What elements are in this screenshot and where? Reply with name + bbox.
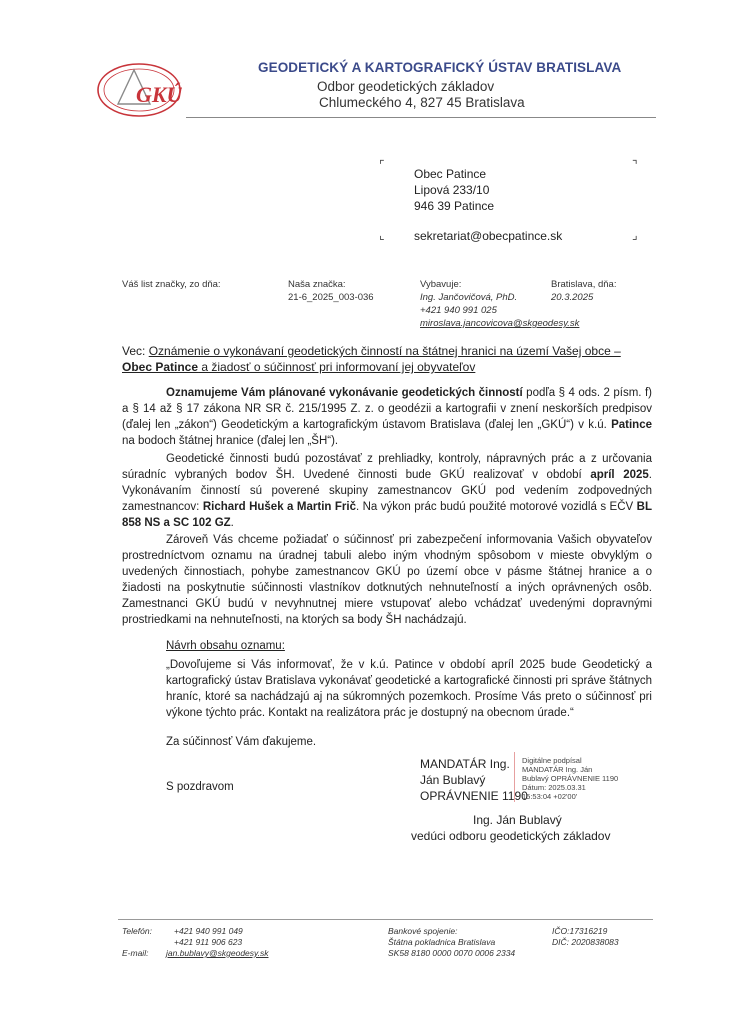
digital-sig-5: 15:53:04 +02'00'	[522, 792, 578, 801]
footer-dic: DIČ: 2020838083	[552, 937, 619, 947]
header-divider	[186, 117, 656, 118]
footer-ico: IČO:17316219	[552, 926, 608, 936]
footer-iban: SK58 8180 0000 0070 0006 2334	[388, 948, 516, 958]
p2-period: apríl 2025	[590, 469, 649, 481]
digital-sig-4: Dátum: 2025.03.31	[522, 783, 586, 792]
p2-text-a: Geodetické činnosti budú pozostávať z prehliadky, kontroly, nápravných prác a z určovania súradníc vybraných bodov ŠH. Uvedené činnosti bude GKÚ realizovať v období	[122, 453, 652, 481]
body-paragraph-2	[122, 451, 652, 531]
logo-text: GKÚ	[136, 82, 182, 107]
recipient-city: 946 39 Patince	[414, 199, 495, 213]
p3-text: Zároveň Vás chceme požiadať o súčinnosť pri zabezpečení informovania Vašich obyvateľov prostredníctvom oznamu na úradnej tabuli alebo iným vhodným spôsobom v mieste obvyklým o uvedených činnostiach, pohybe zamestnancov GKÚ po území obce v pásme štátnej hranice a o žiadosti na poskytnutie súčinnosti vlastníkov dotknutých nehnuteľností a iných oprávnených osôb. Zamestnanci GKÚ budú v nevyhnutnej miere vstupovať alebo vchádzať uvedenými dopravnými prostriedkami na nehnuteľnosti, na ktorých sa body ŠH nachádzajú.	[122, 534, 652, 626]
digital-sig-1: Digitálne podpísal	[522, 756, 582, 765]
footer-phone-2: +421 911 906 623	[174, 937, 243, 947]
handler-label: Vybavuje:	[420, 279, 462, 290]
signature-line-2: Ján Bublavý	[420, 773, 486, 787]
proposal-text	[166, 657, 652, 721]
p2-text-d: .	[230, 517, 234, 529]
digital-sig-3: Bublavý OPRÁVNENIE 1190	[522, 774, 619, 783]
proposal-label: Návrh obsahu oznamu:	[166, 640, 285, 652]
address-corner-br: ⌟	[632, 228, 638, 242]
date-label: Bratislava, dňa:	[551, 279, 617, 290]
digital-sig-2: MANDATÁR Ing. Ján	[522, 765, 593, 774]
org-title: GEODETICKÝ A KARTOGRAFICKÝ ÚSTAV BRATISLAVA	[258, 60, 622, 75]
our-ref-value: 21-6_2025_003-036	[288, 292, 374, 303]
body-paragraph-1	[122, 385, 652, 449]
p1-text: podľa § 4 ods. 2 písm. f) a § 14 až § 17 zákona NR SR č. 215/1995 Z. z. o geodézii a kartografii v znení neskorších predpisov (ďalej len „zákon“) Geodetickým a kartografickým ústavom Bratislava (ďalej len „GKÚ“) v k.ú.	[122, 387, 652, 431]
p1-end: na bodoch štátnej hranice (ďalej len „ŠH“).	[122, 435, 339, 447]
handler-phone: +421 940 991 025	[420, 305, 497, 316]
p1-cadastre: Patince	[611, 419, 652, 431]
p2-vehicles: BL 858 NS a SC 102 GZ	[122, 501, 652, 529]
handler-email[interactable]: miroslava.jancovicova@skgeodesy.sk	[420, 318, 580, 329]
signature-line-1: MANDATÁR Ing.	[420, 757, 510, 771]
your-letter-label: Váš list značky, zo dňa:	[122, 279, 221, 290]
handler-name: Ing. Jančovičová, PhD.	[420, 292, 518, 303]
address-corner-tl: ⌜	[379, 158, 385, 172]
subject-text-2: a žiadosť o súčinnosť pri informovaní jej obyvateľov	[198, 360, 476, 374]
subject-municipality: Obec Patince	[122, 360, 199, 374]
body-paragraph-3	[122, 532, 652, 628]
date-value: 20.3.2025	[551, 292, 594, 303]
address-corner-tr: ⌝	[632, 158, 638, 172]
subject-label: Vec:	[122, 344, 146, 358]
footer-bank-name: Štátna pokladnica Bratislava	[388, 937, 496, 947]
logo-graphic	[96, 60, 182, 120]
p2-text-c: . Na výkon prác budú použité motorové vozidlá s EČV	[355, 501, 637, 513]
thanks-text: Za súčinnosť Vám ďakujeme.	[166, 736, 317, 748]
org-department: Odbor geodetických základov	[317, 79, 495, 94]
our-ref-label: Naša značka:	[288, 279, 346, 290]
footer-phone-label: Telefón:	[122, 926, 152, 936]
address-corner-bl: ⌞	[379, 228, 385, 242]
signatory-name: Ing. Ján Bublavý	[473, 813, 562, 827]
footer-email-label: E-mail:	[122, 948, 149, 958]
footer-phone-1: +421 940 991 049	[174, 926, 243, 936]
p1-bold: Oznamujeme Vám plánované vykonávanie geodetických činností	[166, 387, 523, 399]
footer-divider	[118, 919, 653, 920]
recipient-street: Lipová 233/10	[414, 183, 490, 197]
signature-line-3: OPRÁVNENIE 1190	[420, 789, 528, 803]
proposal-quote: „Dovoľujeme si Vás informovať, že v k.ú. Patince v období apríl 2025 bude Geodetický a kartografický ústav Bratislava vykonávať geodetické a kartografické činnosti pri správe štátnych hraníc, ktoré sa nachádzajú aj na súkromných pozemkoch. Prosíme Vás preto o súčinnosť pri výkone týchto prác. Kontakt na realizátora prác je dostupný na obecnom úrade.“	[166, 659, 652, 719]
signatory-position: vedúci odboru geodetických základov	[411, 829, 611, 843]
gku-logo	[96, 60, 182, 120]
org-address: Chlumeckého 4, 827 45 Bratislava	[319, 95, 525, 110]
recipient-name: Obec Patince	[414, 167, 487, 181]
regards-text: S pozdravom	[166, 781, 234, 793]
p2-employees: Richard Hušek a Martin Frič	[202, 501, 356, 513]
subject-text-1: Oznámenie o vykonávaní geodetických činností na štátnej hranici na území Vašej obce –	[148, 344, 621, 358]
p2-text-b: . Vykonávaním činností sú poverené skupiny zamestnancov GKÚ pod vedením zodpovedných zamestnancov:	[122, 469, 652, 513]
footer-email[interactable]: jan.bublavy@skgeodesy.sk	[166, 948, 269, 958]
recipient-email: sekretariat@obecpatince.sk	[414, 229, 563, 243]
subject	[122, 343, 662, 375]
footer-bank-label: Bankové spojenie:	[388, 926, 458, 936]
